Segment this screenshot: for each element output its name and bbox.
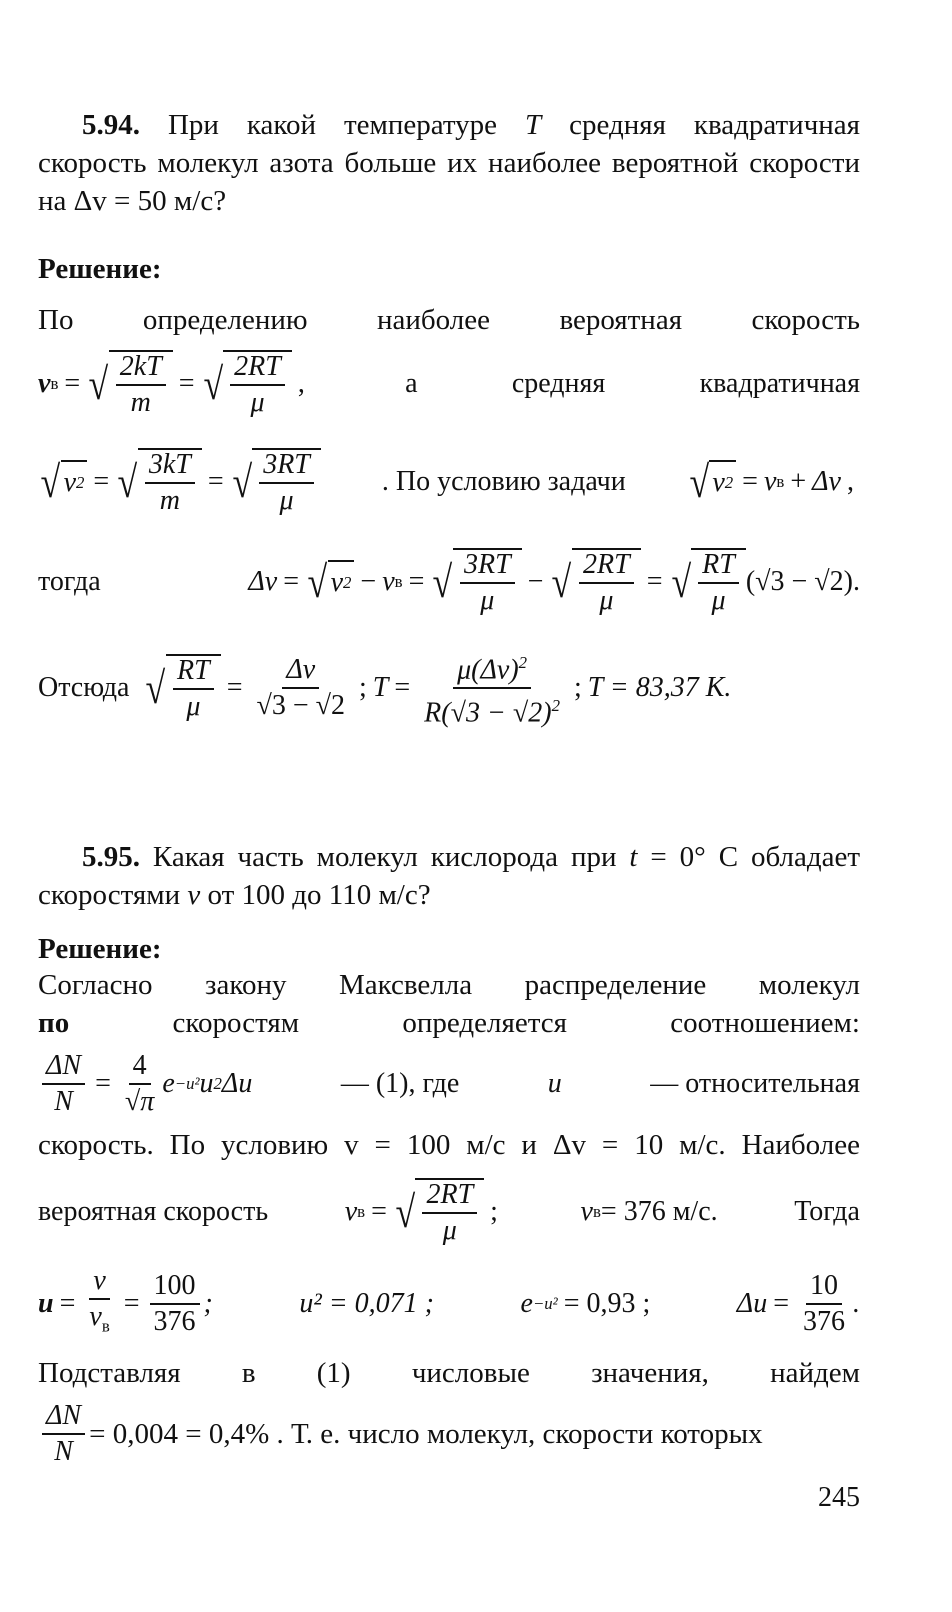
problem-number: 5.95. bbox=[82, 841, 140, 873]
solution2-line-4: скорость. По условию v = 100 м/с и Δv = 10 м/с. Наиболее bbox=[38, 1129, 860, 1161]
formula-maxwell: $\frac{\Delta N}{N}$ = $\frac{4}{√\pi}$ e −u² u 2 Δu — (1), где u — относительная bbox=[38, 1042, 860, 1126]
formula: √ v 2 = v в + Δv , bbox=[689, 456, 854, 507]
formula-result: Отсюда √ $\frac{RT}{\mu}$ = $\frac{\Delta v}{√3 - √2}$ ; T = $\frac{\mu(\Delta v)^2}{R(√3 - √2)^2}$ ; T = 83,37 K. bbox=[38, 640, 860, 736]
page-number: 245 bbox=[818, 1482, 860, 1513]
formula: $\frac{\Delta N}{N}$ bbox=[38, 1401, 89, 1467]
problem-5-94-line3: на Δv = 50 м/с? bbox=[38, 185, 227, 217]
formula-most-probable: v в = √ $\frac{2kT}{m}$ = √ $\frac{2RT}{\mu}$ , а средняя квадратичная bbox=[38, 351, 860, 418]
formula-values: u = $\frac{v}{v_в}$ = $\frac{100}{376}$ ; u² = 0,071 ; e −u² = 0,93 ; Δu = $\frac{10}{376}$ . bbox=[38, 1262, 860, 1346]
problem-5-95-line2: скоростями v от 100 до 110 м/с? bbox=[38, 879, 431, 911]
solution2-line-8: $\frac{\Delta N}{N}$ = 0,004 = 0,4% . Т. е. число молекул, скорости которых bbox=[38, 1394, 860, 1474]
problem-5-94: 5.94. При какой температуре T средняя квадратичная bbox=[82, 109, 861, 141]
formula: Δv = √ v 2 − v в = √ $\frac{3RT}{\mu}$ − √ $\frac{2RT}{\mu}$ = √ $\frac{RT}{\mu}$ (√3 − √2). bbox=[248, 549, 860, 616]
problem-number: 5.94. bbox=[82, 109, 140, 141]
formula: √ v 2 = √ $\frac{3kT}{m}$ = √ $\frac{3RT}{\mu}$ bbox=[38, 448, 321, 516]
formula: Δu = $\frac{10}{376}$ . bbox=[736, 1270, 860, 1337]
formula: v в = √ $\frac{2kT}{m}$ = √ $\frac{2RT}{\mu}$ , bbox=[38, 351, 305, 418]
page bbox=[38, 0, 860, 1612]
formula: u = $\frac{v}{v_в}$ = $\frac{100}{376}$ ; bbox=[38, 1265, 213, 1337]
solution2-line-7: Подставляя в (1) числовые значения, найдем bbox=[38, 1356, 860, 1389]
formula: v в = √ $\frac{2RT}{\mu}$ ; bbox=[344, 1179, 498, 1246]
problem-5-94-line2: скорость молекул азота больше их наиболее вероятной скорости bbox=[38, 147, 860, 179]
solution2-line-2: по скоростям определяется соотношением: bbox=[38, 1006, 860, 1039]
formula-delta: тогда Δv = √ v 2 − v в = √ $\frac{3RT}{\mu}$ − √ $\frac{2RT}{\mu}$ = √ $\frac{RT}{\mu}$ (√3 − √2). bbox=[38, 549, 860, 616]
formula-rms: √ v 2 = √ $\frac{3kT}{m}$ = √ $\frac{3RT}{\mu}$ . По условию задачи √ v 2 = v в + Δv , bbox=[38, 440, 860, 524]
solution-line-1: По определению наиболее вероятная скорость bbox=[38, 303, 860, 336]
solution-heading: Решение: bbox=[38, 253, 162, 285]
solution2-line-1: Согласно закону Максвелла распределение молекул bbox=[38, 968, 860, 1001]
formula: $\frac{\Delta N}{N}$ = $\frac{4}{√\pi}$ e −u² u 2 Δu bbox=[38, 1051, 252, 1117]
formula: √ $\frac{RT}{\mu}$ = $\frac{\Delta v}{√3 - √2}$ ; T = $\frac{\mu(\Delta v)^2}{R(√3 - √2)^2}$ ; bbox=[143, 648, 587, 729]
problem-5-95: 5.95. Какая часть молекул кислорода при t = 0° C обладает bbox=[82, 841, 861, 873]
solution-heading-2: Решение: bbox=[38, 933, 162, 965]
formula-vb: вероятная скорость v в = √ $\frac{2RT}{\mu}$ ; v в = 376 м/с. Тогда bbox=[38, 1179, 860, 1246]
